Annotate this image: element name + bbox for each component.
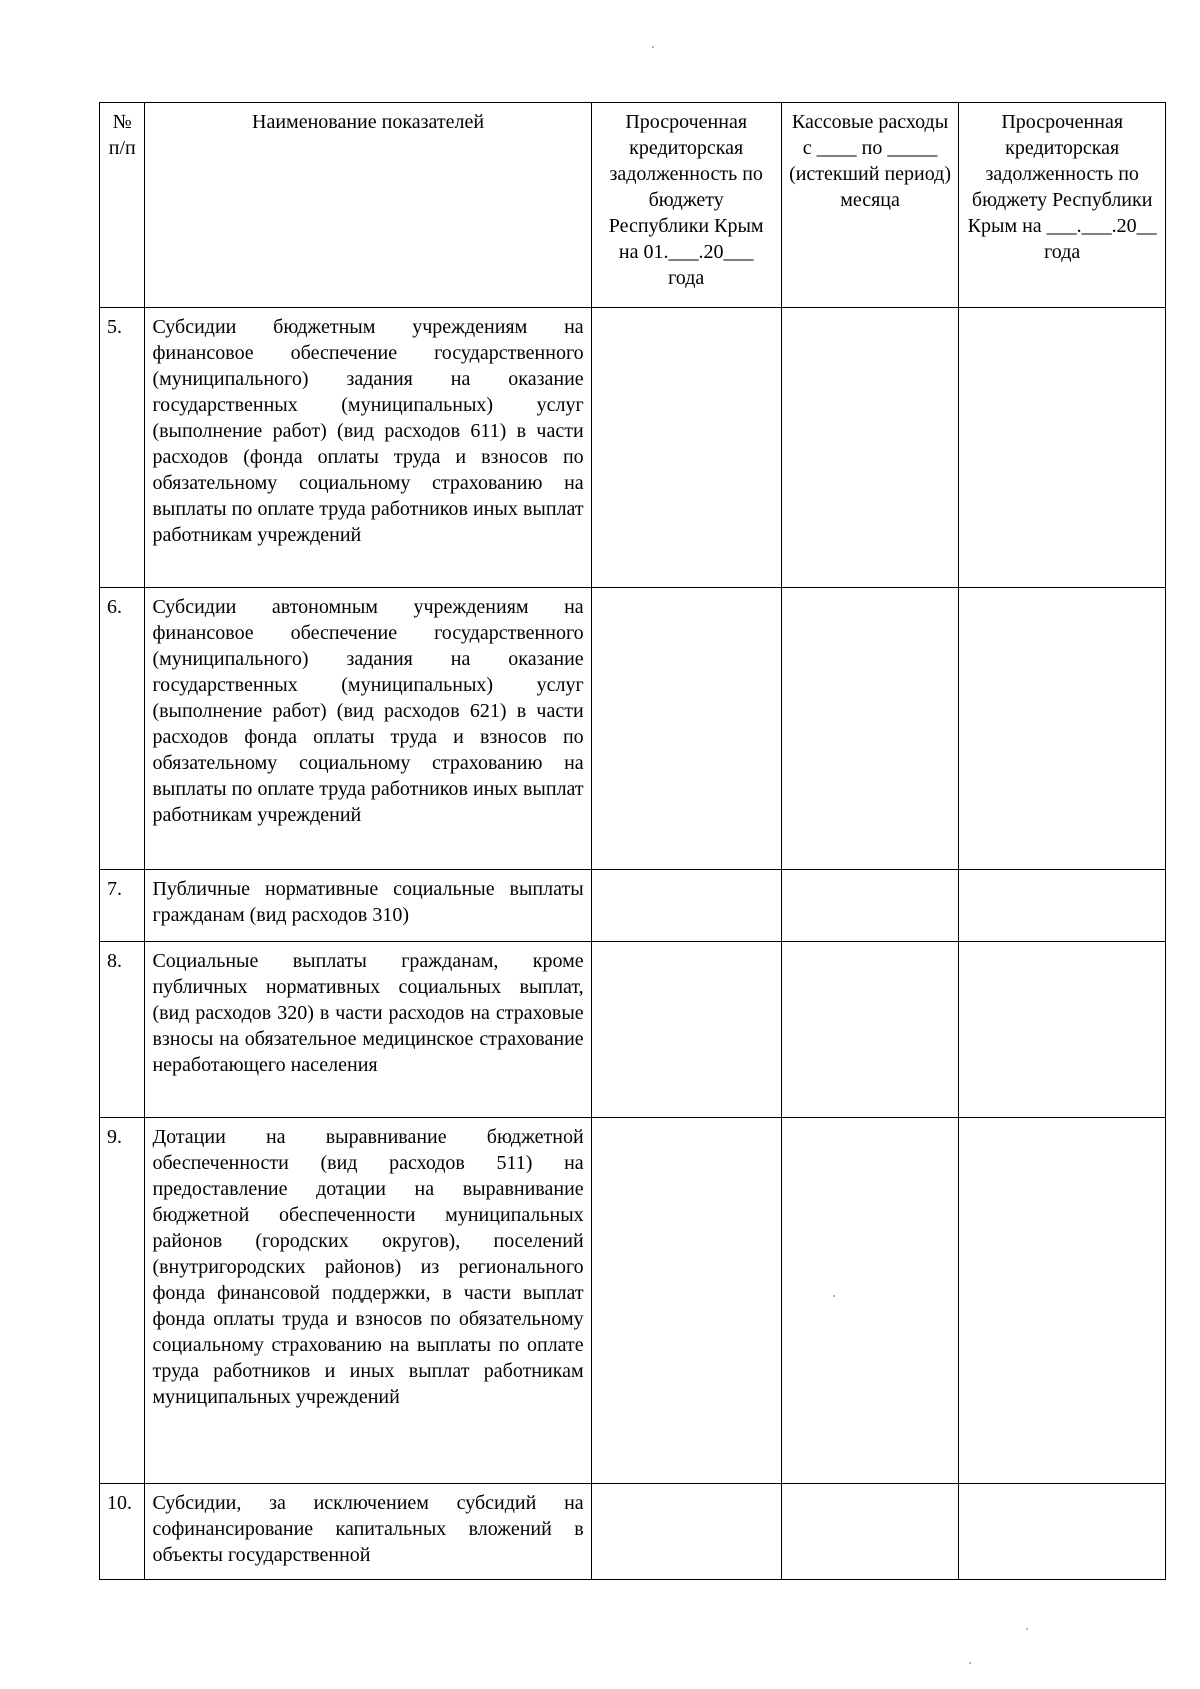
header-cash-expenses: Кассовые расходы с ____ по _____ (истекший период) месяца [781,103,959,308]
header-overdue-start: Просроченная кредиторская задолженность по бюджету Республики Крым на 01.___.20___ года [591,103,781,308]
cell-overdue-end [959,1118,1166,1484]
row-indicator-name: Субсидии автономным учреждениям на финансовое обеспечение государственного (муниципального) задания на оказание государственных (муниципальных) услуг (выполнение работ) (вид расходов 621) в части расходов фонда оплаты труда и взносов по обязательному социальному страхованию на выплаты по оплате труда работников иных выплат работникам учреждений [145,588,591,870]
row-indicator-name: Дотации на выравнивание бюджетной обеспеченности (вид расходов 511) на предоставление дотации на выравнивание бюджетной обеспеченности муниципальных районов (городских округов), поселений (внутригородских районов) из регионального фонда финансовой поддержки, в части выплат фонда оплаты труда и взносов по обязательному социальному страхованию на выплаты по оплате труда работников и иных выплат работникам муниципальных учреждений [145,1118,591,1484]
row-number: 8. [100,942,145,1118]
cell-overdue-end [959,870,1166,942]
cell-overdue-start [591,870,781,942]
cell-overdue-end [959,588,1166,870]
cell-overdue-end [959,942,1166,1118]
row-indicator-name: Субсидии, за исключением субсидий на софинансирование капитальных вложений в объекты государственной [145,1484,591,1580]
cell-cash-expenses [781,942,959,1118]
row-number: 9. [100,1118,145,1484]
row-indicator-name: Социальные выплаты гражданам, кроме публичных нормативных социальных выплат, (вид расходов 320) в части расходов на страховые взносы на обязательное медицинское страхование неработающего населения [145,942,591,1118]
scan-speck [652,46,654,48]
cell-cash-expenses [781,1484,959,1580]
table-row [100,1118,1166,1484]
scan-speck [1026,1628,1028,1630]
cell-overdue-start [591,1118,781,1484]
row-number: 7. [100,870,145,942]
row-indicator-name: Публичные нормативные социальные выплаты гражданам (вид расходов 310) [145,870,591,942]
table-row [100,942,1166,1118]
table-row [100,870,1166,942]
cell-overdue-start [591,1484,781,1580]
cell-overdue-end [959,1484,1166,1580]
cell-cash-expenses [781,588,959,870]
table-row [100,588,1166,870]
row-number: 5. [100,308,145,588]
scan-speck [969,1662,971,1664]
table-header-row [100,103,1166,308]
row-indicator-name: Субсидии бюджетным учреждениям на финансовое обеспечение государственного (муниципального) задания на оказание государственных (муниципальных) услуг (выполнение работ) (вид расходов 611) в части расходов (фонда оплаты труда и взносов по обязательному социальному страхованию на выплаты по оплате труда работников иных выплат работникам учреждений [145,308,591,588]
header-name: Наименование показателей [145,103,591,308]
row-number: 10. [100,1484,145,1580]
cell-overdue-start [591,308,781,588]
cell-cash-expenses [781,1118,959,1484]
table-row [100,1484,1166,1580]
cell-overdue-start [591,588,781,870]
header-overdue-end: Просроченная кредиторская задолженность по бюджету Республики Крым на ___.___.20__ года [959,103,1166,308]
cell-cash-expenses [781,870,959,942]
row-number: 6. [100,588,145,870]
cell-cash-expenses [781,308,959,588]
report-table [99,102,1166,1580]
cell-overdue-end [959,308,1166,588]
table-row [100,308,1166,588]
cell-overdue-start [591,942,781,1118]
header-num: № п/п [100,103,145,308]
